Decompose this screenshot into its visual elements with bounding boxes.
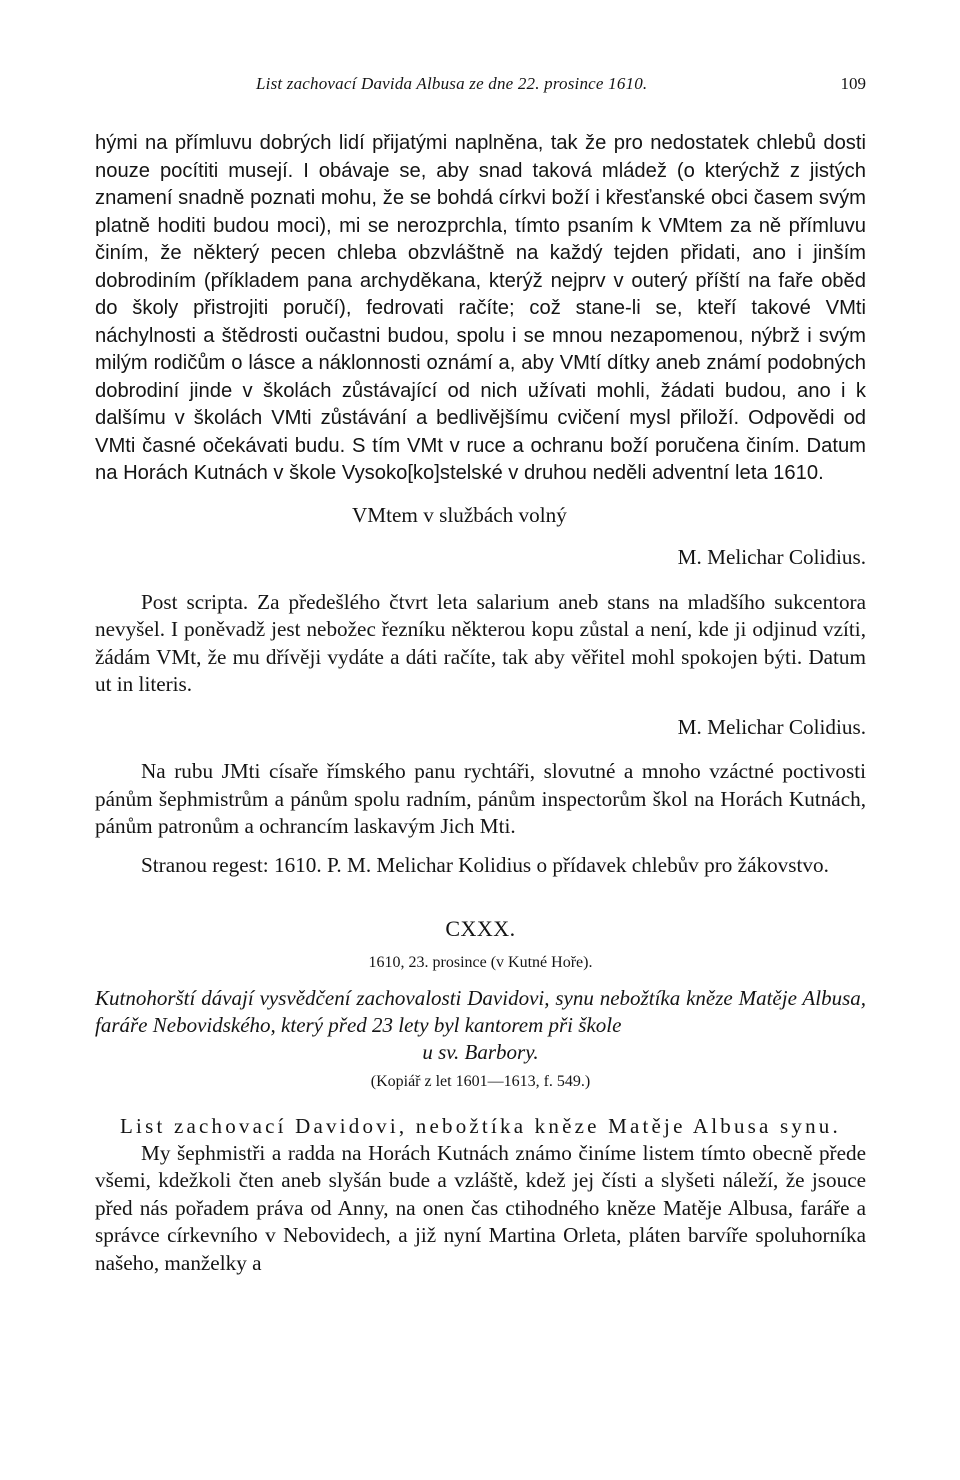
running-title: List zachovací Davida Albusa ze dne 22. prosince 1610. bbox=[256, 74, 648, 93]
source-reference: (Kopiář z let 1601—1613, f. 549.) bbox=[370, 1072, 591, 1090]
running-header bbox=[96, 74, 866, 98]
letter-signature: M. Melichar Colidius. bbox=[677, 545, 866, 569]
document-body: My šephmistři a radda na Horách Kutnách známo činíme listem tímto obecně přede všemi, kdežkoli čten aneb slyšán bude a vzláště, kdež jej čísti a slyšeti náleží, že jsouce před nás pořadem práva od Anny, na onen čas ctihodného kněze Matěje Albusa, faráře a správce církevního v Nebovidech, a již nyní Martina Orleta, pláten barvíře spoluhorníka našeho, manželky a bbox=[95, 1140, 866, 1275]
letter-body: hými na přímluvu dobrých lidí přijatými naplněna, tak že pro nedostatek chlebů dosti nouze pocítiti musejí. I obávaje se, aby snad taková mládež (o kterýchž z jistých znamení snadně poznati mohu, že se bohdá církvi boží i křesťanské obci časem svým platně hoditi budou moci), mi se nerozprchla, tímto psaním k VMtem za ně přímluvu činím, že některý pecen chleba obzvláštně na každý tejden přidati, ano i jinším dobrodiním (příkladem pana archyděkana, kterýž nejprv v outerý příští na faře oběd do školy přistrojiti poručí), fedrovati račíte; což stane-li se, kteří takové VMti náchylnosti a štědrosti oučastni budou, spolu i se mnou nezapomenou, nýbrž i svým milým rodičům o lásce a náklonnosti oznámí a, aby VMtí dítky aneb známí podobných dobrodiní jinde v školách zůstávající od nich užívati mohli, žádati budou, ano i k dalšímu v školách VMti zůstávání a bedlivějšímu cvičení mysl přiloží. Odpovědi od VMti časné očekávati budu. S tím VMt v ruce a ochranu boží poručena činím. Datum na Horách Kutnách v škole Vysoko[ko]stelské v druhou neděli adventní leta 1610. bbox=[95, 132, 866, 484]
document-date: 1610, 23. prosince (v Kutné Hoře). bbox=[368, 953, 593, 971]
letter-closing: VMtem v službách volný bbox=[352, 502, 567, 527]
document-number: CXXX. bbox=[445, 916, 516, 941]
letter-title: List zachovací Davidovi, nebožtíka kněze Matěje Albusa synu. bbox=[120, 1113, 841, 1138]
postscript: Post scripta. Za předešlého čtvrt leta salarium aneb stans na mladšího sukcentora nevyšel. I poněvadž jest nebožec řezníku některou kopu zůstal a není, kde ji odjinud vzíti, žádám VMt, že mu dřívěji vydáte a dáti račíte, tak aby věřitel mohl spokojen býti. Datum ut in literis. bbox=[95, 589, 866, 696]
document-summary bbox=[95, 985, 866, 1066]
postscript-signature: M. Melichar Colidius. bbox=[677, 714, 866, 739]
address-note: Na rubu JMti císaře římského panu rychtáři, slovutné a mnoho vzáctné poctivosti pánům šephmistrům a pánům spolu radním, pánům inspectorům škol na Horách Kutnách, pánům patronům a ochrancím laskavým Jich Mti. bbox=[95, 759, 866, 838]
summary-text: Kutnohorští dávají vysvědčení zachovalosti Davidovi, synu nebožtíka kněze Matěje Albusa, faráře Nebovidského, který před 23 lety byl kantorem při škole bbox=[95, 985, 866, 1037]
summary-end: u sv. Barbory. bbox=[422, 1039, 539, 1064]
endorsement-note: Stranou regest: 1610. P. M. Melichar Kolidius o přídavek chlebův pro žákovstvo. bbox=[141, 852, 829, 877]
page-content bbox=[95, 130, 866, 1277]
page-number: 109 bbox=[840, 74, 866, 93]
